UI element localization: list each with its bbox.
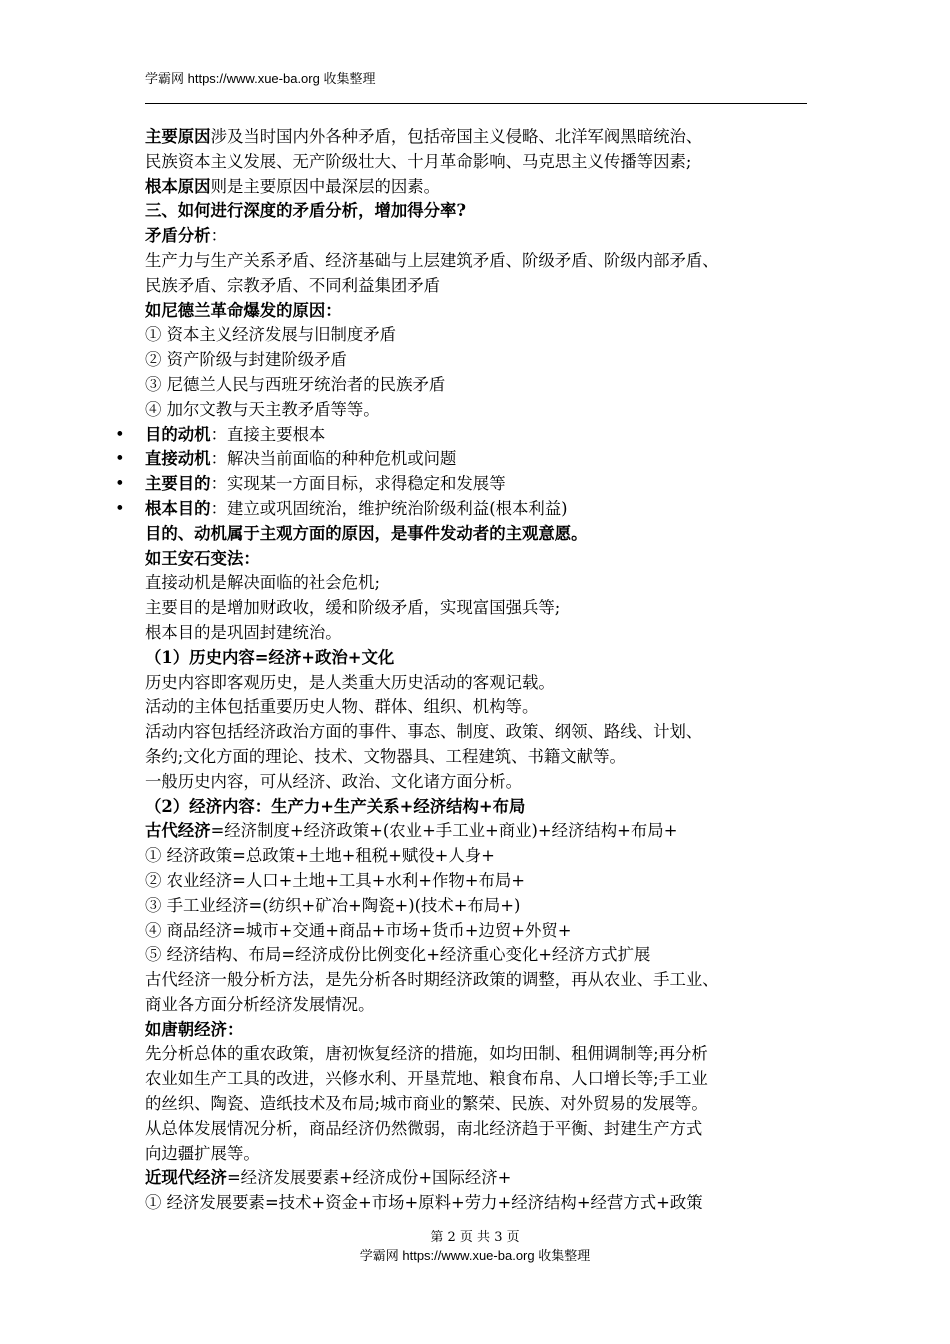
bullet-item (115, 472, 825, 497)
text-line (145, 249, 825, 274)
text-line (145, 621, 825, 646)
text-line (145, 869, 825, 894)
line-text: 主要目的是增加财政收，缓和阶级矛盾，实现富国强兵等; (145, 598, 561, 618)
page-footer: 学霸网 https://www.xue-ba.org 收集整理 (359, 1248, 591, 1263)
line-text: ① 经济政策=总政策+土地+租税+赋役+人身+ (145, 846, 495, 866)
bullet-item (115, 423, 825, 448)
text-line (145, 844, 825, 869)
line-text: 生产力与生产关系矛盾、经济基础与上层建筑矛盾、阶级矛盾、阶级内部矛盾、 (145, 250, 719, 270)
text-line (145, 150, 825, 175)
bullet-item (115, 497, 825, 522)
line-text: 一般历史内容，可从经济、政治、文化诸方面分析。 (145, 771, 522, 791)
bold-text: 主要目的 (145, 474, 211, 494)
line-text: =经济制度+经济政策+(农业+手工业+商业)+经济结构+布局+ (210, 821, 678, 841)
text-line (145, 943, 825, 968)
bold-text: 主要原因 (145, 127, 211, 146)
bold-text: 古代经济 (145, 821, 211, 841)
text-line (145, 671, 825, 696)
text-line (145, 1042, 825, 1067)
text-line (145, 299, 825, 324)
line-text: ： (210, 226, 227, 246)
text-line (145, 199, 825, 224)
line-text: 古代经济一般分析方法，是先分析各时期经济政策的调整，再从农业、手工业、 (145, 970, 719, 990)
line-text: 则是主要原因中最深层的因素。 (210, 176, 441, 196)
text-line (145, 919, 825, 944)
text-line (145, 968, 825, 993)
bullet-icon: • (115, 474, 125, 494)
text-line (145, 1191, 825, 1216)
bold-text: 目的动机 (145, 424, 211, 444)
line-text: ：实现某一方面目标，求得稳定和发展等 (210, 474, 506, 494)
line-text: 根本目的是巩固封建统治。 (145, 622, 342, 642)
text-line (145, 571, 825, 596)
line-text: 民族矛盾、宗教矛盾、不同利益集团矛盾 (145, 275, 441, 295)
text-line (145, 1166, 825, 1191)
text-line (145, 1117, 825, 1142)
text-line (145, 1018, 825, 1043)
bold-text: 如尼德兰革命爆发的原因： (145, 300, 342, 320)
text-line (145, 1092, 825, 1117)
text-line (145, 819, 825, 844)
text-line (145, 522, 825, 547)
text-line (145, 1067, 825, 1092)
page-header: 学霸网 https://www.xue-ba.org 收集整理 (145, 71, 376, 86)
line-text: 活动内容包括经济政治方面的事件、事态、制度、政策、纲领、路线、计划、 (145, 722, 703, 742)
line-text: =经济发展要素+经济成份+国际经济+ (226, 1168, 512, 1188)
line-text: ：解决当前面临的种种危机或问题 (210, 449, 457, 469)
line-text: 农业如生产工具的改进，兴修水利、开垦荒地、粮食布帛、人口增长等;手工业 (145, 1069, 708, 1089)
bold-text: 直接动机 (145, 449, 211, 469)
line-text: ：建立或巩固统治，维护统治阶级利益(根本利益) (210, 498, 568, 518)
text-line (145, 547, 825, 572)
line-text: ① 经济发展要素=技术+资金+市场+原料+劳力+经济结构+经营方式+政策 (145, 1193, 703, 1213)
line-text: ④ 加尔文教与天主教矛盾等等。 (145, 399, 380, 419)
text-line (145, 175, 825, 200)
bold-text: （2）经济内容：生产力+生产关系+经济结构+布局 (145, 796, 526, 816)
bold-text: （1）历史内容=经济+政治+文化 (145, 647, 395, 667)
text-line (145, 323, 825, 348)
line-text: 向边疆扩展等。 (145, 1143, 260, 1163)
page-number: 第 2 页 共 3 页 (430, 1230, 520, 1245)
line-text: 直接动机是解决面临的社会危机; (145, 573, 380, 593)
text-line (145, 373, 825, 398)
bullet-icon: • (115, 449, 125, 469)
text-line (145, 795, 825, 820)
bold-text: 根本目的 (145, 498, 211, 518)
line-text: 条约;文化方面的理论、技术、文物器具、工程建筑、书籍文献等。 (145, 746, 626, 766)
bullet-icon: • (115, 498, 125, 518)
bold-text: 如王安石变法： (145, 548, 260, 568)
bold-text: 三、如何进行深度的矛盾分析，增加得分率? (145, 201, 467, 221)
bold-text: 矛盾分析 (145, 226, 211, 246)
bullet-item (115, 447, 825, 472)
text-line (145, 646, 825, 671)
line-text: ：直接主要根本 (210, 424, 326, 444)
line-text: 历史内容即客观历史，是人类重大历史活动的客观记载。 (145, 672, 555, 692)
text-line (145, 894, 825, 919)
line-text: 活动的主体包括重要历史人物、群体、组织、机构等。 (145, 697, 539, 717)
bold-text: 目的、动机属于主观方面的原因，是事件发动者的主观意愿。 (145, 523, 588, 543)
line-text: ④ 商品经济=城市+交通+商品+市场+货币+边贸+外贸+ (145, 920, 572, 940)
bold-text: 如唐朝经济： (145, 1019, 244, 1039)
text-line (145, 274, 825, 299)
line-text: ③ 手工业经济=(纺织+矿冶+陶瓷+)(技术+布局+) (145, 895, 521, 915)
text-line (145, 993, 825, 1018)
line-text: 民族资本主义发展、无产阶级壮大、十月革命影响、马克思主义传播等因素; (145, 151, 692, 171)
text-line (145, 695, 825, 720)
line-text: 商业各方面分析经济发展情况。 (145, 994, 375, 1014)
line-text: 的丝织、陶瓷、造纸技术及布局;城市商业的繁荣、民族、对外贸易的发展等。 (145, 1094, 708, 1114)
text-line (145, 224, 825, 249)
text-line (145, 745, 825, 770)
document-body (115, 125, 825, 1216)
line-text: ③ 尼德兰人民与西班牙统治者的民族矛盾 (145, 374, 446, 394)
bold-text: 根本原因 (145, 176, 211, 196)
text-line (145, 1142, 825, 1167)
line-text: ② 农业经济=人口+土地+工具+水利+作物+布局+ (145, 870, 525, 890)
line-text: 先分析总体的重农政策，唐初恢复经济的措施，如均田制、租佣调制等;再分析 (145, 1044, 708, 1064)
line-text: ② 资产阶级与封建阶级矛盾 (145, 350, 347, 370)
line-text: 涉及当时国内外各种矛盾，包括帝国主义侵略、北洋军阀黑暗统治、 (210, 127, 703, 146)
bullet-icon: • (115, 424, 125, 444)
text-line (145, 348, 825, 373)
bold-text: 近现代经济 (145, 1168, 227, 1188)
text-line (145, 596, 825, 621)
text-line (145, 720, 825, 745)
line-text: ① 资本主义经济发展与旧制度矛盾 (145, 325, 397, 345)
text-line (145, 770, 825, 795)
header-divider (145, 103, 807, 104)
line-text: ⑤ 经济结构、布局=经济成份比例变化+经济重心变化+经济方式扩展 (145, 945, 651, 965)
text-line (145, 125, 825, 150)
text-line (145, 398, 825, 423)
line-text: 从总体发展情况分析，商品经济仍然微弱，南北经济趋于平衡、封建生产方式 (145, 1118, 703, 1138)
